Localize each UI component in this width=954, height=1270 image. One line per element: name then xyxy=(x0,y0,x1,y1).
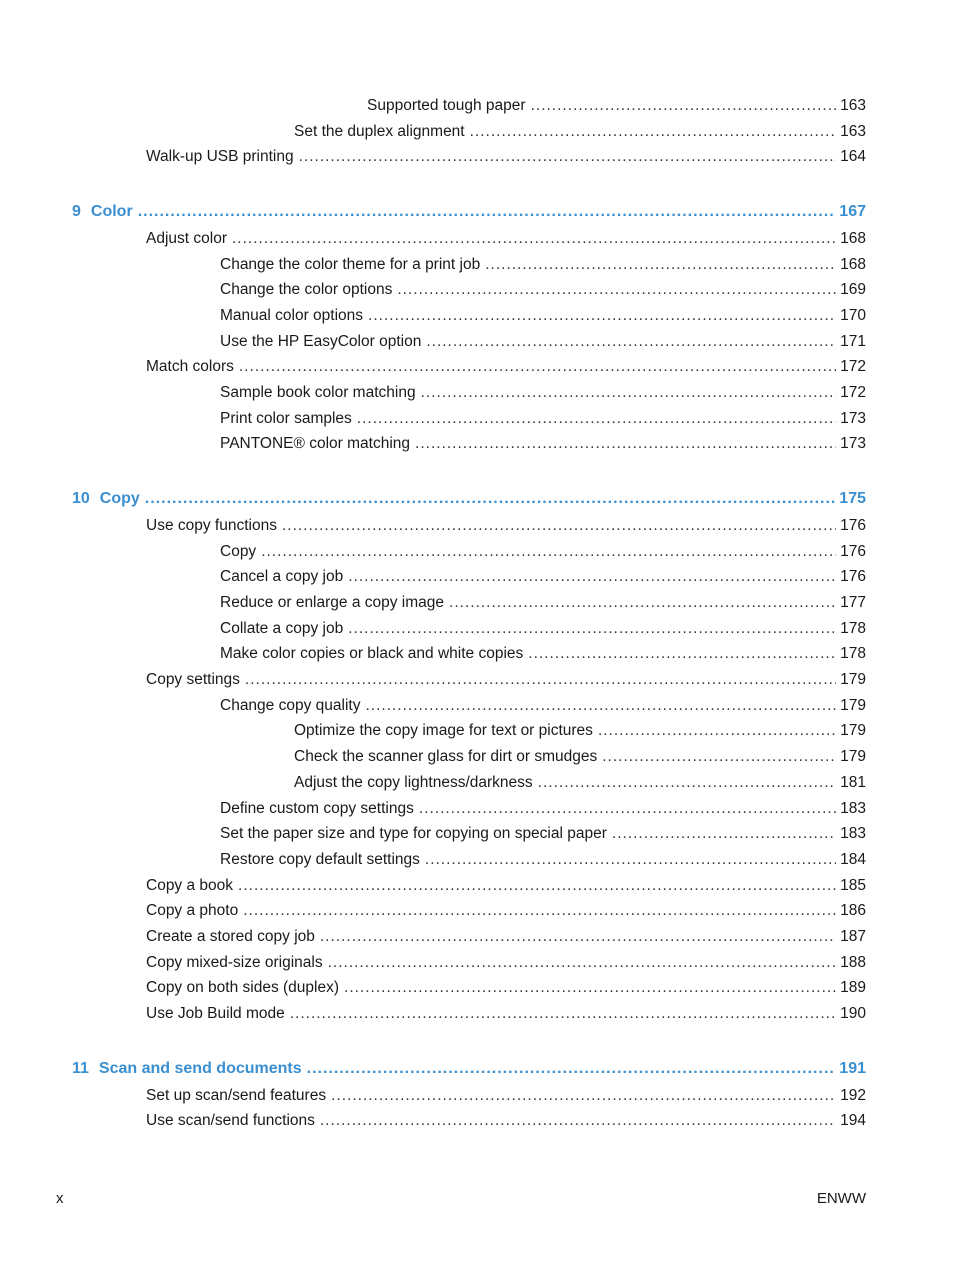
toc-entry-page-number: 181 xyxy=(840,773,866,791)
toc-entry[interactable] xyxy=(220,591,866,613)
dot-leader xyxy=(331,1086,836,1106)
toc-entry-page-number: 176 xyxy=(840,542,866,560)
toc-chapter-entry[interactable] xyxy=(72,200,866,222)
dot-leader xyxy=(368,306,836,326)
toc-entry-label: Copy xyxy=(99,490,140,508)
toc-entry[interactable] xyxy=(220,642,866,664)
toc-entry-label: Copy settings xyxy=(146,671,240,688)
toc-entry[interactable] xyxy=(294,771,866,793)
footer-edition: ENWW xyxy=(816,1190,866,1207)
toc-entry-page-number: 175 xyxy=(839,490,866,508)
dot-leader xyxy=(307,1059,836,1079)
dot-leader xyxy=(421,383,837,403)
toc-entry-page-number: 176 xyxy=(840,516,866,534)
toc-entry[interactable] xyxy=(220,617,866,639)
toc-entry[interactable] xyxy=(220,432,866,454)
toc-entry[interactable] xyxy=(146,976,866,998)
dot-leader xyxy=(348,619,836,639)
toc-entry[interactable] xyxy=(220,694,866,716)
dot-leader xyxy=(348,567,836,587)
toc-entry-label: Copy on both sides (duplex) xyxy=(146,979,340,997)
toc-entry-label: Collate a copy job xyxy=(220,619,344,637)
toc-entry[interactable] xyxy=(367,94,866,116)
chapter-number: 9 xyxy=(72,203,81,221)
toc-entry-page-number: 163 xyxy=(840,122,866,140)
toc-entry[interactable] xyxy=(294,745,866,767)
dot-leader xyxy=(357,409,836,429)
toc-entry[interactable] xyxy=(146,925,866,947)
dot-leader xyxy=(419,799,836,819)
toc-entry-label: Copy mixed-size originals xyxy=(146,953,323,971)
dot-leader xyxy=(238,876,836,896)
dot-leader xyxy=(538,773,836,793)
toc-entry-label: Match colors xyxy=(146,358,234,376)
dot-leader xyxy=(320,1111,836,1131)
dot-leader xyxy=(243,901,836,921)
toc-entry[interactable] xyxy=(220,304,866,326)
toc-chapter-entry[interactable] xyxy=(72,487,866,509)
dot-leader xyxy=(426,332,836,352)
toc-entry[interactable] xyxy=(220,253,866,275)
toc-entry-page-number: 187 xyxy=(840,928,866,945)
toc-entry[interactable] xyxy=(220,797,866,819)
toc-entry-page-number: 192 xyxy=(840,1086,866,1104)
toc-entry-page-number: 179 xyxy=(840,696,866,714)
toc-entry-label: Adjust color xyxy=(146,229,227,247)
dot-leader xyxy=(328,953,837,973)
dot-leader xyxy=(531,96,837,116)
toc-entry-label: Copy xyxy=(220,542,257,560)
toc-entry-page-number: 183 xyxy=(840,825,866,843)
chapter-number: 10 xyxy=(72,490,90,508)
footer-page-number: x xyxy=(56,1190,64,1207)
toc-entry[interactable] xyxy=(146,951,866,973)
dot-leader xyxy=(365,696,836,716)
toc-entry[interactable] xyxy=(220,540,866,562)
toc-entry[interactable] xyxy=(220,848,866,870)
dot-leader xyxy=(299,147,837,167)
toc-entry-label: Change the color theme for a print job xyxy=(220,255,481,273)
toc-entry-page-number: 194 xyxy=(840,1112,866,1130)
toc-entry-page-number: 178 xyxy=(840,645,866,663)
toc-entry-page-number: 168 xyxy=(840,255,866,273)
toc-entry-page-number: 186 xyxy=(840,902,866,920)
toc-entry-page-number: 169 xyxy=(840,281,866,299)
toc-entry-label: Use copy functions xyxy=(146,516,277,534)
toc-entry[interactable] xyxy=(294,719,866,741)
dot-leader xyxy=(425,850,836,870)
toc-entry-label: Copy a book xyxy=(146,876,234,894)
toc-entry-page-number: 191 xyxy=(839,1059,866,1077)
toc-entry-label: Make color copies or black and white copies xyxy=(220,645,524,663)
toc-entry-page-number: 190 xyxy=(840,1005,866,1023)
toc-entry[interactable] xyxy=(220,407,866,429)
toc-entry[interactable] xyxy=(146,514,866,536)
toc-entry[interactable] xyxy=(146,145,866,167)
toc-entry-label: Walk-up USB printing xyxy=(146,148,294,166)
toc-entry-page-number: 164 xyxy=(840,148,866,166)
toc-entry-page-number: 163 xyxy=(840,97,866,114)
toc-entry-page-number: 173 xyxy=(840,435,866,453)
dot-leader xyxy=(470,122,837,142)
dot-leader xyxy=(290,1004,836,1024)
toc-entry-page-number: 183 xyxy=(840,799,866,817)
toc-entry-label: Change copy quality xyxy=(220,696,361,714)
dot-leader xyxy=(528,644,836,664)
toc-entry[interactable] xyxy=(220,330,866,352)
toc-entry-label: Reduce or enlarge a copy image xyxy=(220,593,445,611)
toc-entry-label: Set the duplex alignment xyxy=(294,122,465,140)
toc-entry-label: Copy a photo xyxy=(146,902,239,920)
toc-entry[interactable] xyxy=(146,355,866,377)
toc-entry-label: Define custom copy settings xyxy=(220,799,414,817)
chapter-number: 11 xyxy=(72,1059,89,1077)
dot-leader xyxy=(261,542,836,562)
toc-entry-label: PANTONE® color matching xyxy=(220,435,411,453)
toc-entry-label: Supported tough paper xyxy=(367,97,526,114)
toc-entry-page-number: 179 xyxy=(840,722,866,740)
toc-entry[interactable] xyxy=(220,822,866,844)
toc-entry-page-number: 177 xyxy=(840,593,866,611)
toc-chapter-entry[interactable] xyxy=(72,1057,866,1079)
toc-entry-page-number: 167 xyxy=(839,203,866,221)
toc-entry-page-number: 188 xyxy=(840,953,866,971)
toc-entry-page-number: 184 xyxy=(840,850,866,868)
toc-entry-label: Print color samples xyxy=(220,409,352,427)
dot-leader xyxy=(239,357,836,377)
dot-leader xyxy=(449,593,836,613)
toc-entry[interactable] xyxy=(220,565,866,587)
toc-entry-page-number: 168 xyxy=(840,229,866,247)
toc-entry-label: Create a stored copy job xyxy=(146,928,315,945)
toc-entry-label: Use the HP EasyColor option xyxy=(220,332,422,350)
toc-entry[interactable] xyxy=(220,278,866,300)
toc-entry-label: Scan and send documents xyxy=(98,1059,302,1077)
toc-entry-label: Change the color options xyxy=(220,281,393,299)
toc-entry[interactable] xyxy=(220,381,866,403)
dot-leader xyxy=(320,927,836,947)
toc-entry-label: Sample book color matching xyxy=(220,384,416,401)
dot-leader xyxy=(602,747,836,767)
toc-entry-page-number: 172 xyxy=(840,384,866,401)
toc-entry-label: Restore copy default settings xyxy=(220,850,420,868)
toc-entry-label: Use Job Build mode xyxy=(146,1005,285,1023)
toc-entry-page-number: 170 xyxy=(840,306,866,324)
dot-leader xyxy=(397,280,836,300)
toc-entry-page-number: 172 xyxy=(840,358,866,376)
toc-entry-page-number: 176 xyxy=(840,568,866,586)
toc-entry[interactable] xyxy=(146,668,866,690)
dot-leader xyxy=(232,229,836,249)
toc-entry-page-number: 179 xyxy=(840,748,866,766)
toc-entry-label: Color xyxy=(90,203,133,221)
dot-leader xyxy=(245,670,836,690)
toc-entry-label: Cancel a copy job xyxy=(220,568,344,586)
toc-entry-label: Check the scanner glass for dirt or smudges xyxy=(294,748,598,766)
toc-entry[interactable] xyxy=(146,227,866,249)
toc-entry-label: Use scan/send functions xyxy=(146,1112,315,1130)
toc-entry-page-number: 173 xyxy=(840,409,866,427)
toc-entry-label: Set up scan/send features xyxy=(146,1086,327,1104)
dot-leader xyxy=(485,255,836,275)
dot-leader xyxy=(598,721,836,741)
toc-entry-label: Set the paper size and type for copying on special paper xyxy=(220,825,607,843)
dot-leader xyxy=(145,489,836,509)
toc-entry[interactable] xyxy=(146,899,866,921)
toc-entry-page-number: 171 xyxy=(840,332,866,350)
dot-leader xyxy=(282,516,836,536)
dot-leader xyxy=(415,434,836,454)
dot-leader xyxy=(138,202,836,222)
toc-entry[interactable] xyxy=(146,874,866,896)
toc-entry-page-number: 189 xyxy=(840,979,866,997)
toc-entry[interactable] xyxy=(146,1002,866,1024)
toc-entry-label: Manual color options xyxy=(220,306,364,324)
toc-entry[interactable] xyxy=(294,120,866,142)
toc-entry[interactable] xyxy=(146,1084,866,1106)
dot-leader xyxy=(612,824,836,844)
dot-leader xyxy=(344,978,836,998)
toc-entry-label: Adjust the copy lightness/darkness xyxy=(294,773,533,791)
toc-entry-page-number: 178 xyxy=(840,619,866,637)
toc-entry-page-number: 185 xyxy=(840,876,866,894)
toc-entry[interactable] xyxy=(146,1109,866,1131)
toc-entry-page-number: 179 xyxy=(840,671,866,688)
toc-entry-label: Optimize the copy image for text or pictures xyxy=(294,722,593,740)
